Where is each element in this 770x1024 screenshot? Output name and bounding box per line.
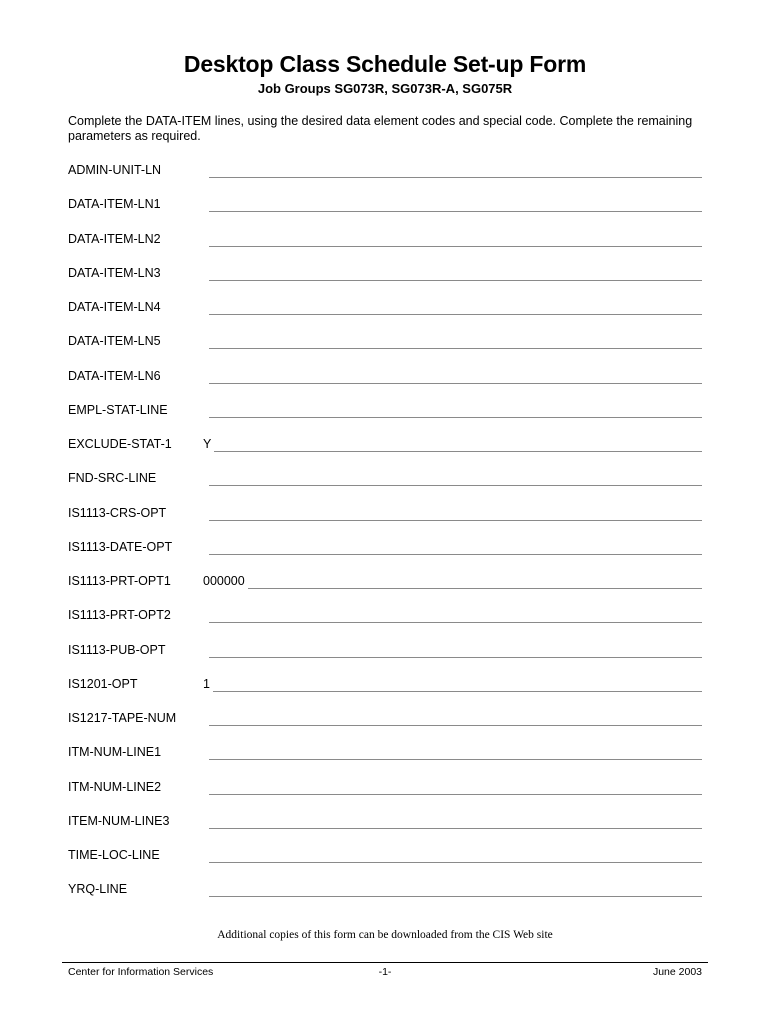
field-value: 1	[203, 677, 210, 691]
field-blank-line[interactable]	[209, 794, 702, 795]
field-label: EMPL-STAT-LINE	[68, 403, 168, 417]
form-field-row	[0, 574, 770, 594]
field-blank-line[interactable]	[209, 554, 702, 555]
field-label: ITM-NUM-LINE2	[68, 780, 162, 794]
field-blank-line[interactable]	[209, 520, 702, 521]
form-field-row	[0, 266, 770, 286]
field-label: IS1113-PRT-OPT1	[68, 574, 171, 588]
field-blank-line[interactable]	[209, 383, 702, 384]
field-blank-line[interactable]	[209, 177, 702, 178]
form-field-row	[0, 300, 770, 320]
field-label: TIME-LOC-LINE	[68, 848, 160, 862]
field-label: IS1113-DATE-OPT	[68, 540, 173, 554]
footer-page-number: -1-	[378, 966, 392, 978]
instructions-text: Complete the DATA-ITEM lines, using the desired data element codes and special code. Complete the remaining parameters as required.	[68, 114, 693, 143]
footer-date: June 2003	[652, 966, 702, 978]
page-subtitle: Job Groups SG073R, SG073R-A, SG075R	[257, 81, 513, 96]
field-label: IS1113-PRT-OPT2	[68, 608, 171, 622]
field-label: IS1201-OPT	[68, 677, 138, 691]
footer-divider	[62, 962, 708, 963]
field-label: DATA-ITEM-LN1	[68, 197, 161, 211]
field-label: IS1113-PUB-OPT	[68, 643, 166, 657]
field-blank-line[interactable]	[209, 211, 702, 212]
form-field-row	[0, 608, 770, 628]
field-value: 000000	[203, 574, 245, 588]
field-blank-line[interactable]	[209, 417, 702, 418]
form-field-row	[0, 197, 770, 217]
field-label: IS1217-TAPE-NUM	[68, 711, 177, 725]
form-field-row	[0, 437, 770, 457]
form-field-row	[0, 232, 770, 252]
field-blank-line[interactable]	[248, 588, 702, 589]
field-blank-line[interactable]	[209, 896, 702, 897]
form-field-row	[0, 506, 770, 526]
field-blank-line[interactable]	[209, 759, 702, 760]
download-note: Additional copies of this form can be downloaded from the CIS Web site	[217, 929, 553, 941]
form-field-row	[0, 471, 770, 491]
field-label: DATA-ITEM-LN4	[68, 300, 161, 314]
field-blank-line[interactable]	[209, 862, 702, 863]
field-label: DATA-ITEM-LN5	[68, 334, 161, 348]
field-blank-line[interactable]	[214, 451, 702, 452]
form-field-row	[0, 163, 770, 183]
field-blank-line[interactable]	[209, 348, 702, 349]
form-field-row	[0, 882, 770, 902]
form-field-row	[0, 334, 770, 354]
form-field-row	[0, 848, 770, 868]
field-label: DATA-ITEM-LN2	[68, 232, 161, 246]
field-label: YRQ-LINE	[68, 882, 128, 896]
form-field-row	[0, 677, 770, 697]
field-blank-line[interactable]	[209, 828, 702, 829]
field-label: DATA-ITEM-LN6	[68, 369, 161, 383]
field-blank-line[interactable]	[209, 246, 702, 247]
field-label: FND-SRC-LINE	[68, 471, 157, 485]
field-blank-line[interactable]	[209, 314, 702, 315]
form-field-row	[0, 540, 770, 560]
form-field-row	[0, 814, 770, 834]
field-blank-line[interactable]	[209, 657, 702, 658]
page-title: Desktop Class Schedule Set-up Form	[183, 51, 587, 77]
field-blank-line[interactable]	[209, 280, 702, 281]
field-label: EXCLUDE-STAT-1	[68, 437, 172, 451]
form-field-row	[0, 369, 770, 389]
field-blank-line[interactable]	[213, 691, 702, 692]
form-field-row	[0, 780, 770, 800]
field-blank-line[interactable]	[209, 622, 702, 623]
form-field-row	[0, 711, 770, 731]
footer-organization: Center for Information Services	[68, 966, 214, 978]
field-label: DATA-ITEM-LN3	[68, 266, 161, 280]
field-value: Y	[203, 437, 212, 451]
field-label: ITEM-NUM-LINE3	[68, 814, 170, 828]
field-label: ITM-NUM-LINE1	[68, 745, 162, 759]
field-blank-line[interactable]	[209, 485, 702, 486]
field-label: ADMIN-UNIT-LN	[68, 163, 162, 177]
form-field-row	[0, 643, 770, 663]
field-blank-line[interactable]	[209, 725, 702, 726]
form-field-row	[0, 403, 770, 423]
form-field-row	[0, 745, 770, 765]
field-label: IS1113-CRS-OPT	[68, 506, 167, 520]
